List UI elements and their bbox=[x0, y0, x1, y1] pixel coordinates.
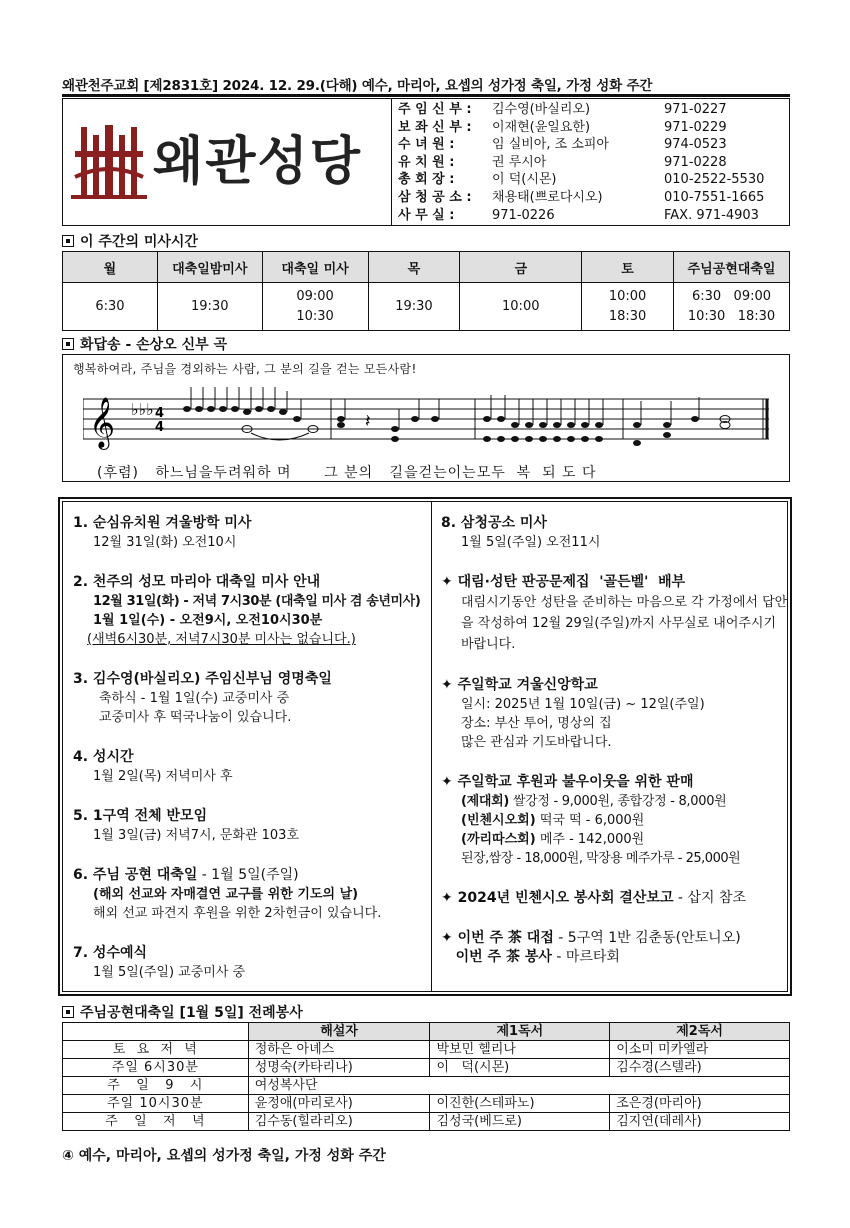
liturgy-cell: 김수동(힐라리오) bbox=[248, 1113, 430, 1131]
mass-time: 19:30 bbox=[157, 283, 262, 331]
mass-section-title bbox=[62, 231, 198, 251]
announcement bbox=[73, 807, 423, 845]
svg-text:𝄽: 𝄽 bbox=[365, 411, 371, 432]
announcement bbox=[73, 866, 423, 923]
announcement-note: (새벽6시30분, 저녁7시30분 미사는 없습니다.) bbox=[87, 632, 356, 647]
announcement bbox=[441, 773, 789, 868]
staff-role: 수 녀 원 : bbox=[398, 137, 455, 153]
page-footer: ④ 예수, 마리아, 요셉의 성가정 축일, 가정 성화 주간 bbox=[62, 1148, 386, 1164]
psalm-section-title bbox=[62, 334, 227, 354]
liturgy-mass: 주 일 9 시 bbox=[63, 1077, 249, 1095]
announcement-line: 1월 5일(주일) 교중미사 중 bbox=[93, 965, 246, 980]
announcement-heading: 6. 주님 공현 대축일 bbox=[73, 867, 198, 883]
sale-item: 떡국 떡 - 6,000원 bbox=[535, 813, 645, 828]
announcement-heading-row bbox=[441, 889, 789, 908]
announcement bbox=[73, 573, 423, 649]
liturgy-cell: 이 덕(시몬) bbox=[430, 1059, 610, 1077]
mass-header: 월 bbox=[63, 252, 158, 283]
liturgy-cell: 여성복사단 bbox=[248, 1077, 789, 1095]
section-bullet-icon bbox=[62, 1006, 74, 1018]
announcement bbox=[441, 929, 789, 967]
liturgy-header: 해설자 bbox=[248, 1023, 430, 1041]
mass-time: 18:30 bbox=[608, 308, 647, 324]
liturgy-header: 제1독서 bbox=[430, 1023, 610, 1041]
duty-label: 이번 주 茶 봉사 bbox=[441, 949, 552, 965]
announcement-heading: 7. 성수예식 bbox=[73, 945, 148, 961]
announcement-heading: 2. 천주의 성모 마리아 대축일 미사 안내 bbox=[73, 574, 321, 590]
mass-time: 10:00 bbox=[608, 288, 647, 304]
announcement bbox=[73, 670, 423, 727]
staff-name: 이 덕(시몬) bbox=[492, 172, 557, 188]
staff-phone: 010-7551-1665 bbox=[664, 189, 765, 205]
liturgy-section-title bbox=[62, 1002, 303, 1022]
staff-role: 총 회 장 : bbox=[398, 172, 455, 188]
staff-phone: FAX. 971-4903 bbox=[664, 207, 759, 223]
announcements-box bbox=[58, 497, 792, 996]
announcement bbox=[441, 889, 789, 908]
mass-time-cell bbox=[582, 283, 674, 331]
announcements-inner bbox=[62, 501, 788, 992]
sale-line bbox=[441, 849, 789, 868]
announcement-line: 1월 1일(수) - 오전9시, 오전10시30분 bbox=[93, 613, 323, 628]
table-row bbox=[63, 1095, 790, 1113]
staff-row bbox=[398, 154, 783, 172]
mass-time: 10:00 bbox=[460, 283, 582, 331]
psalm-refrain: (후렴) 하느님을두려워하 며 그 분의 길을걷는이는모두 복 되 도 다 bbox=[97, 465, 597, 481]
announcement-line: 1월 3일(금) 저녁7시, 문화관 103호 bbox=[93, 828, 300, 843]
mass-header: 목 bbox=[368, 252, 460, 283]
announcement-heading: 5. 1구역 전체 반모임 bbox=[73, 808, 208, 824]
sale-item: 메주 - 142,000원 bbox=[535, 832, 645, 847]
sale-item: 쌀강정 - 9,000원, 종합강정 - 8,000원 bbox=[509, 794, 727, 809]
staff-role: 보 좌 신 부 : bbox=[398, 119, 472, 135]
table-row bbox=[63, 1113, 790, 1131]
liturgy-cell: 박보민 헬리나 bbox=[430, 1041, 610, 1059]
announcement-date: - 1월 5일(주일) bbox=[197, 867, 299, 883]
sale-item: 된장,쌈장 - 18,000원, 막장용 메주가루 - 25,000원 bbox=[461, 851, 741, 866]
logo-box bbox=[62, 98, 392, 226]
staff-phone: 971-0228 bbox=[664, 154, 727, 170]
announcement-line: 장소: 부산 투어, 명상의 집 bbox=[461, 716, 612, 731]
liturgy-header bbox=[63, 1023, 249, 1041]
mass-header: 금 bbox=[460, 252, 582, 283]
staff-phone: 971-0227 bbox=[664, 102, 727, 117]
announcement bbox=[441, 676, 789, 752]
announcement-paragraph: 대림시기동안 성탄을 준비하는 마음으로 각 가정에서 답안을 작성하여 12월 29일(주일)까지 사무실로 내어주시기 바랍니다. bbox=[461, 595, 788, 652]
announcement-line: 교중미사 후 떡국나눔이 있습니다. bbox=[99, 710, 292, 725]
staff-row bbox=[398, 171, 783, 189]
staff-row bbox=[398, 189, 783, 207]
staff-phone: 974-0523 bbox=[664, 137, 727, 153]
liturgy-mass: 토 요 저 녁 bbox=[63, 1041, 249, 1059]
announcement-line: 축하식 - 1월 1일(수) 교중미사 중 bbox=[99, 691, 290, 706]
svg-text:♭♭♭: ♭♭♭ bbox=[131, 400, 154, 419]
announcement bbox=[441, 514, 789, 552]
announcements-right bbox=[441, 514, 789, 988]
staff-role: 주 임 신 부 : bbox=[398, 102, 472, 117]
announcement-line: 12월 31일(화) 오전10시 bbox=[93, 535, 237, 550]
announcement-line: 일시: 2025년 1월 10일(금) ~ 12일(주일) bbox=[461, 697, 705, 712]
announcement-heading: 4. 성시간 bbox=[73, 749, 134, 765]
liturgy-cell: 김성국(베드로) bbox=[430, 1113, 610, 1131]
mass-title: 이 주간의 미사시간 bbox=[80, 234, 198, 250]
staff-directory bbox=[392, 98, 790, 226]
announcement bbox=[73, 748, 423, 786]
mass-time: 10:30 18:30 bbox=[687, 308, 776, 324]
liturgy-cell: 김지연(데레사) bbox=[610, 1113, 790, 1131]
announcement-heading: ✦ 2024년 빈첸시오 봉사회 결산보고 bbox=[441, 890, 674, 906]
duty-label: ✦ 이번 주 茶 대접 bbox=[441, 930, 554, 946]
section-bullet-icon bbox=[62, 235, 74, 247]
announcement-heading: ✦ 주일학교 겨울신앙학교 bbox=[441, 677, 598, 693]
liturgy-cell: 이소미 미카엘라 bbox=[610, 1041, 790, 1059]
announcement bbox=[441, 573, 789, 655]
liturgy-mass: 주일 6시30분 bbox=[63, 1059, 249, 1077]
music-staff-icon bbox=[83, 385, 783, 461]
liturgy-cell: 김수경(스텔라) bbox=[610, 1059, 790, 1077]
announcement-line: (해외 선교와 자매결연 교구를 위한 기도의 날) bbox=[93, 887, 359, 902]
staff-row bbox=[398, 136, 783, 154]
liturgy-mass: 주일 10시30분 bbox=[63, 1095, 249, 1113]
mass-schedule-table bbox=[62, 251, 790, 331]
liturgy-table bbox=[62, 1022, 790, 1131]
announcement-line: 해외 선교 파견지 후원을 위한 2차헌금이 있습니다. bbox=[93, 906, 382, 921]
sale-line bbox=[441, 830, 789, 849]
mass-header: 대축일 미사 bbox=[262, 252, 368, 283]
table-row bbox=[63, 1041, 790, 1059]
sale-line bbox=[441, 811, 789, 830]
announcement-note: - 삽지 참조 bbox=[673, 890, 746, 906]
announcement bbox=[73, 944, 423, 982]
staff-role: 사 무 실 : bbox=[398, 207, 455, 223]
announcement-line: 많은 관심과 기도바랍니다. bbox=[461, 735, 612, 750]
mass-time: 6:30 bbox=[63, 283, 158, 331]
duty-line bbox=[441, 929, 789, 948]
staff-name: 971-0226 bbox=[492, 207, 555, 223]
staff-name: 권 루시아 bbox=[492, 154, 547, 170]
staff-name: 이재현(윤일요한) bbox=[492, 119, 591, 135]
liturgy-title: 주님공현대축일 [1월 5일] 전례봉사 bbox=[80, 1005, 303, 1021]
announcements-left bbox=[73, 514, 423, 1003]
church-logo-icon bbox=[71, 121, 147, 201]
sale-org: (제대회) bbox=[461, 794, 510, 809]
staff-phone: 971-0229 bbox=[664, 119, 727, 135]
sale-org: (빈첸시오회) bbox=[461, 813, 536, 828]
mass-time: 10:30 bbox=[296, 308, 334, 324]
svg-text:4: 4 bbox=[155, 406, 165, 421]
mass-header: 대축일밤미사 bbox=[157, 252, 262, 283]
announcement-heading-row bbox=[73, 866, 423, 885]
announcement-heading: 1. 순심유치원 겨울방학 미사 bbox=[73, 515, 252, 531]
duty-detail: - 마르타회 bbox=[551, 949, 620, 965]
staff-name: 임 실비아, 조 소피아 bbox=[492, 137, 609, 153]
table-row bbox=[63, 1059, 790, 1077]
mass-time: 6:30 09:00 bbox=[691, 288, 772, 304]
announcement-heading: 3. 김수영(바실리오) 주임신부님 영명축일 bbox=[73, 671, 332, 687]
staff-row bbox=[398, 207, 783, 225]
section-bullet-icon bbox=[62, 338, 74, 350]
liturgy-cell: 성명숙(카타리나) bbox=[248, 1059, 430, 1077]
staff-role: 유 치 원 : bbox=[398, 154, 455, 170]
psalm-verse: 행복하여라, 주님을 경외하는 사람, 그 분의 길을 걷는 모든사람! bbox=[73, 362, 417, 376]
duty-detail: - 5구역 1반 김춘동(안토니오) bbox=[553, 930, 741, 946]
mass-time: 09:00 bbox=[296, 288, 334, 304]
column-divider bbox=[431, 502, 432, 991]
announcement-line: 1월 2일(목) 저녁미사 후 bbox=[93, 769, 233, 784]
duty-line bbox=[441, 948, 789, 967]
psalm-music-box bbox=[62, 354, 790, 482]
announcement-heading: 8. 삼청공소 미사 bbox=[441, 515, 547, 531]
mass-header: 주님공현대축일 bbox=[674, 252, 790, 283]
liturgy-cell: 윤정애(마리로사) bbox=[248, 1095, 430, 1113]
mass-header: 토 bbox=[582, 252, 674, 283]
liturgy-cell: 정하은 아녜스 bbox=[248, 1041, 430, 1059]
svg-text:4: 4 bbox=[155, 420, 165, 435]
svg-text:𝄞: 𝄞 bbox=[89, 397, 116, 448]
announcement bbox=[73, 514, 423, 552]
announcement-heading: ✦ 대림·성탄 판공문제집 '골든벨' 배부 bbox=[441, 574, 686, 590]
liturgy-mass: 주 일 저 녁 bbox=[63, 1113, 249, 1131]
staff-phone: 010-2522-5530 bbox=[664, 172, 765, 188]
mass-time-cell bbox=[262, 283, 368, 331]
announcement-heading: ✦ 주일학교 후원과 불우이웃을 위한 판매 bbox=[441, 774, 694, 790]
bulletin-header: 왜관천주교회 [제2831호] 2024. 12. 29.(다해) 예수, 마리아, 요셉의 성가정 축일, 가정 성화 주간 bbox=[62, 78, 653, 94]
liturgy-cell: 조은경(마리아) bbox=[610, 1095, 790, 1113]
staff-name: 김수영(바실리오) bbox=[492, 102, 591, 117]
staff-row bbox=[398, 119, 783, 137]
staff-row bbox=[398, 101, 783, 119]
sale-org: (까리따스회) bbox=[461, 832, 536, 847]
liturgy-cell: 이진한(스테파노) bbox=[430, 1095, 610, 1113]
mass-time: 19:30 bbox=[368, 283, 460, 331]
psalm-title: 화답송 - 손상오 신부 곡 bbox=[80, 337, 228, 353]
staff-name: 채용태(쁘로다시오) bbox=[492, 189, 603, 205]
sale-line bbox=[441, 792, 789, 811]
table-row bbox=[63, 1077, 790, 1095]
logo-text: 왜관성당 bbox=[153, 131, 362, 192]
announcement-line: 1월 5일(주일) 오전11시 bbox=[461, 535, 601, 550]
mass-time-cell bbox=[674, 283, 790, 331]
announcement-line: 12월 31일(화) - 저녁 7시30분 (대축일 미사 겸 송년미사) bbox=[93, 594, 421, 609]
header-rule bbox=[62, 94, 790, 97]
liturgy-header: 제2독서 bbox=[610, 1023, 790, 1041]
staff-role: 삼 청 공 소 : bbox=[398, 189, 472, 205]
